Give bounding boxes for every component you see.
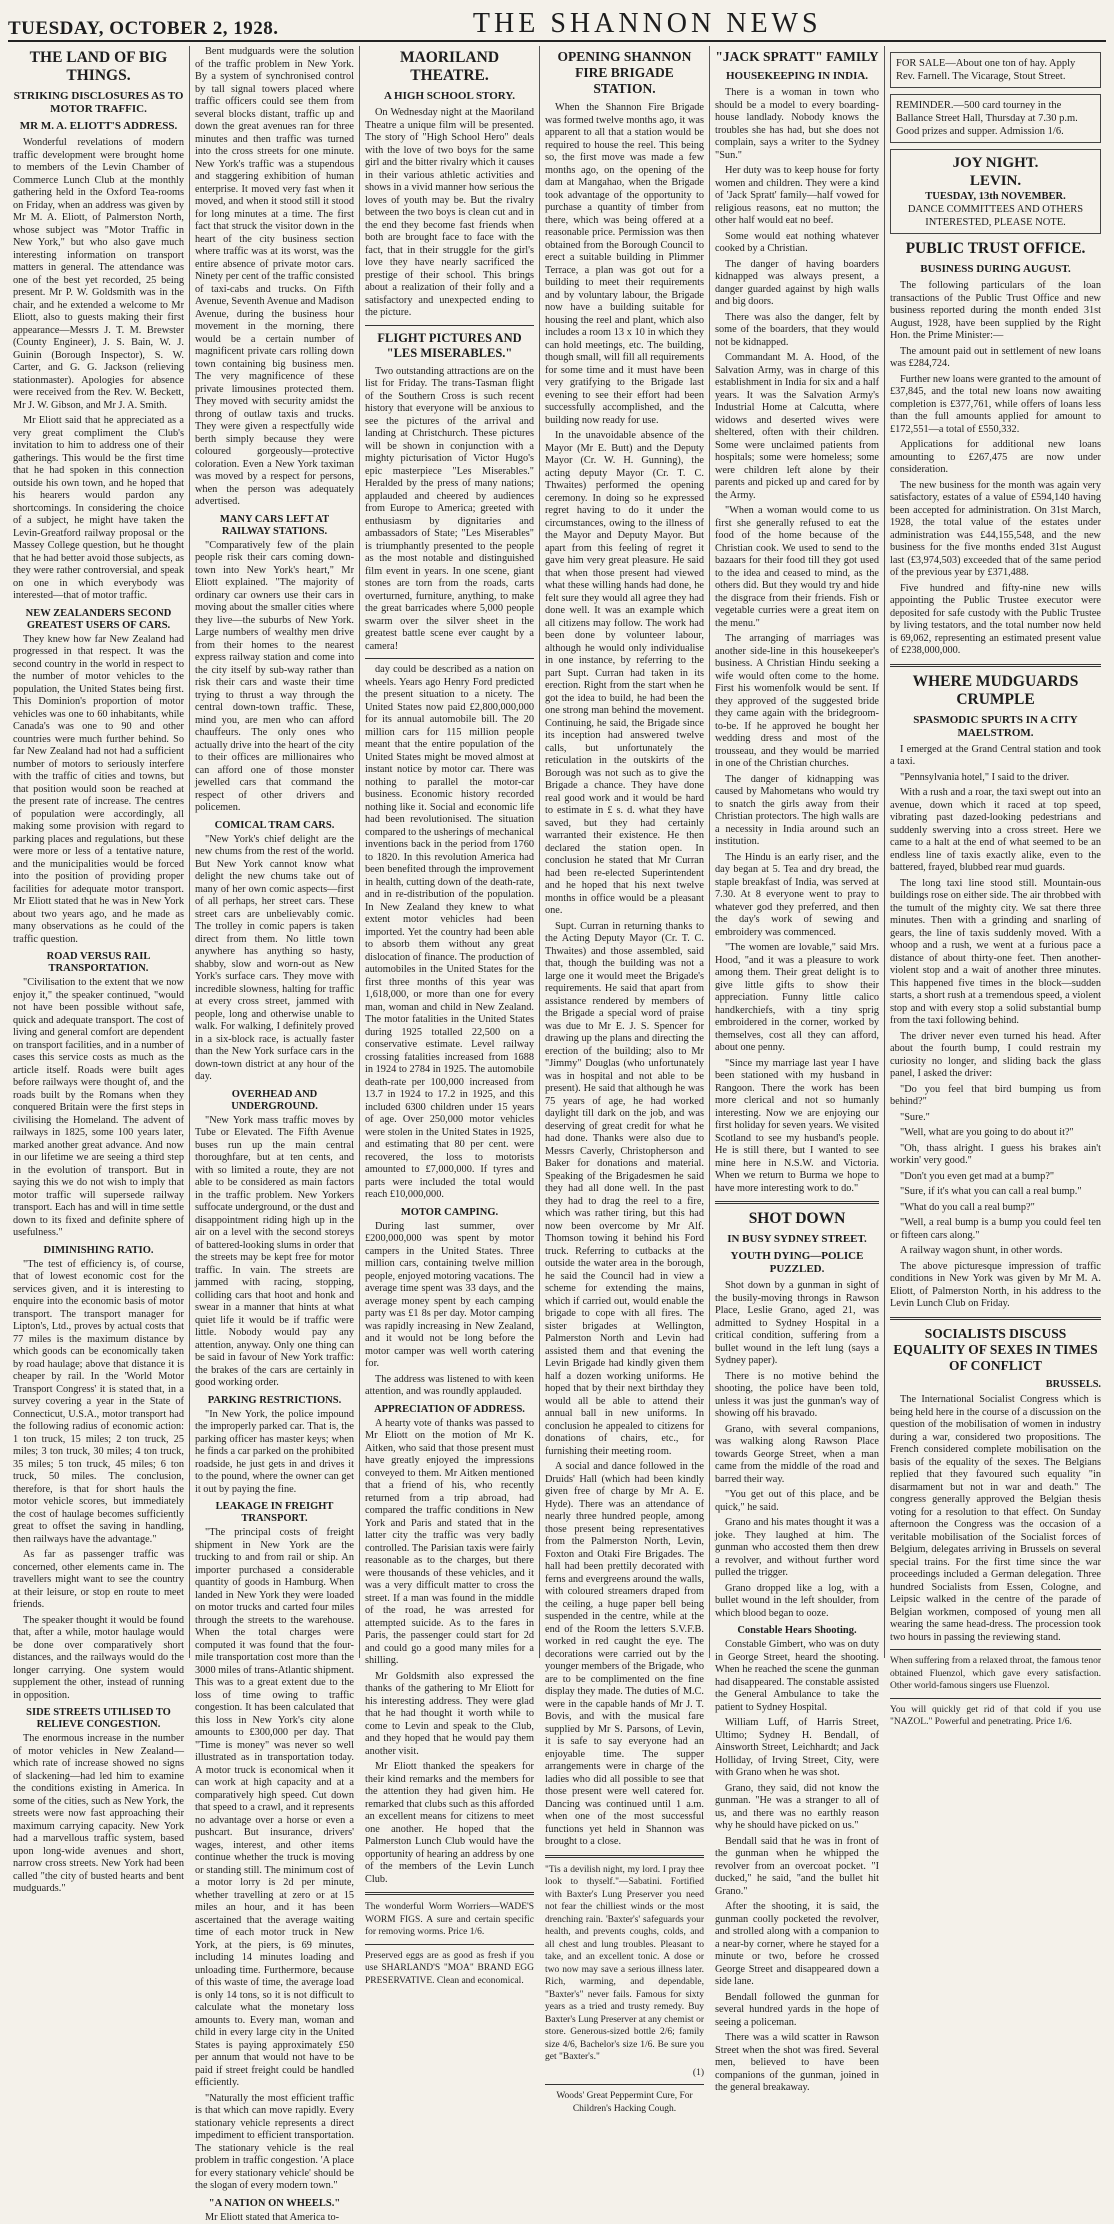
subheading: STRIKING DISCLOSURES AS TO MOTOR TRAFFIC. (13, 90, 184, 116)
headline-land-of-big-things: THE LAND OF BIG THINGS. (13, 49, 184, 85)
notice-title: JOY NIGHT. (896, 154, 1095, 172)
paragraph: During last summer, over £200,000,000 was spent by motor campers in the United States. Three million cars, containing twelve million people, enjoyed motoring vacations. The average time spent was 33 days, and the average money spent by each camping party was £1 8s per day. Motor camping was rapidly increasing in New Zealand, and it would not be long before the motor camper was well worth catering for. (365, 1221, 534, 1371)
divider (890, 664, 1101, 667)
paragraph: "Oh, thass alright. I guess his brakes ain't workin' very good." (890, 1143, 1101, 1168)
paragraph: William Luff, of Harris Street, Ultimo; Sydney H. Bendall, of Ainsworth Street, Leichhardt; and Jack Holliday, of Irving Street, City, were with Grano when he was shot. (715, 1717, 879, 1780)
issue-date: TUESDAY, OCTOBER 2, 1928. (8, 18, 278, 40)
paragraph: As far as passenger traffic was concerned, other elements came in. The travellers might want to see the country at their leisure, or stop en route to meet friends. (13, 1549, 184, 1612)
divider (890, 1317, 1101, 1320)
advertisement-peppermint-cure: Woods' Great Peppermint Cure, For Children's Hacking Cough. (545, 2090, 704, 2115)
dateline: BRUSSELS. (890, 1379, 1101, 1392)
paragraph: Mr Eliott said that he appreciated as a very great compliment the Club's invitation to him to address one of their gatherings. This would be the first time that he had spoken in this connection outside his own town, and he hoped that his hearers would pardon any shortcomings. In considering the choice of a subject, he might have taken the Levin-Greatford railway proposal or the Massey College question, but he thought that he had better avoid those subjects, as they were rather controversial, and speak on one in which everybody was interested—that of motor traffic. (13, 415, 184, 603)
classified-text: REMINDER.—500 card tourney in the Ballance Street Hall, Thursday at 7.30 p.m. Good prizes and supper. Admission 1/6. (896, 99, 1095, 138)
section-heading: MOTOR CAMPING. (365, 1207, 534, 1219)
paragraph: "Comparatively few of the plain people risk their cars coming down-town into New York's heart," Mr Eliott explained. "The majority of ordinary car owners use their cars in moving about the smaller cities where they live—the suburbs of New York. Large numbers of wealthy men drive from their homes to the nearest express railway station and come into the city itself by sub-way rather than risk their cars and waste their time trying to thrust a way through the central down-town traffic. These, mind you, are men who can afford chauffeurs. The only ones who actually drive into the heart of the city to their offices are millionaires who can afford one of those monster jewelled cars that command the respect of other drivers and policemen. (195, 540, 354, 815)
divider (365, 1944, 534, 1945)
paragraph: Mr Goldsmith also expressed the thanks of the gathering to Mr Eliott for his interesting address. They were glad that he had thought it worth while to come to Levin and speak to the Club, and they hoped that he would pay them another visit. (365, 1671, 534, 1759)
divider (545, 1855, 704, 1858)
section-heading: SIDE STREETS UTILISED TO RELIEVE CONGESTION. (13, 1707, 184, 1731)
section-heading: DIMINISHING RATIO. (13, 1245, 184, 1257)
classified-for-sale (890, 52, 1101, 88)
paragraph: There is a woman in town who should be a model to every boarding-house landlady. Nobody knows the troubles she has had, but she does not complain, says a writer to the Sydney "Sun." (715, 87, 879, 162)
divider (365, 1892, 534, 1895)
paragraph: "The test of efficiency is, of course, that of lowest economic cost for the services given, and it is interesting to enquire into the economic basis of motor transport. The transport manager for Lipton's, Ltd., proves by actual costs that 77 miles is the maximum distance by which goods can be economically taken by road haulage; above that distance it is cheaper by rail. In the 'World Motor Transport Congress' it is stated that, in a survey covering a year in the State of Connecticut, U.S.A., motor transport had the following radius of economic action: 1 ton truck, 15 miles; 2 ton truck, 25 miles; 3 ton truck, 30 miles; 4 ton truck, 35 miles; 5 ton truck, 45 miles; 6 ton truck, 50 miles. The conclusion, therefore, is that for short hauls the motor vehicle scores, but immediately the cost of haulage becomes sufficiently great to offset the saving in handling, then railways have the advantage." (13, 1259, 184, 1547)
paragraph: "Sure." (890, 1112, 1101, 1125)
divider (365, 325, 534, 326)
paragraph: Shot down by a gunman in sight of the busily-moving throngs in Rawson Place, Leslie Grano, aged 21, was admitted to Sydney Hospital in a critical condition, suffering from a bullet wound in the left lung (says a Sydney paper). (715, 1280, 879, 1368)
paragraph: The arranging of marriages was another side-line in this housekeeper's business. A Christian Hindu seeking a wife would often come to the home. First his womenfolk would be sent. If they approved of the suggested bride they came again with the bridegroom-to-be. If he approved he bought her wedding dress and most of the trousseau, and they would be married in one of the Christian churches. (715, 633, 879, 771)
headline-maoriland-theatre: MAORILAND THEATRE. (365, 49, 534, 85)
paragraph: The address was listened to with keen attention, and was roundly applauded. (365, 1374, 534, 1399)
paragraph: Grano, with several companions, was walking along Rawson Place towards George Street, when a man came from the middle of the road and barred their way. (715, 1424, 879, 1487)
paragraph: "The principal costs of freight shipment in New York are the trucking to and from rail or ship. An importer purchased a considerable quantity of goods in Hamburg. When landed in New York they were loaded on motor trucks and carted four miles through the streets to the warehouse. When the total charges were computed it was found that the four-mile transportation cost more than the 3000 miles of trans-Atlantic shipment. This was to a great extent due to the loss of time owing to traffic congestion. It has been calculated that this loss in New York's city alone amounts to £300,000 per day. That "Time is money" was never so well illustrated as in transportation today. A motor truck is economical when it can work at high capacity and at a comparatively high speed. Cut down that speed to a crawl, and it represents no advantage over a horse or even a pushcart. But insurance, drivers' wages, interest, and other items continue whether the truck is moving or standing still. The minimum cost of a motor lorry is 2d per minute, whether travelling at zero or at 15 miles an hour, and it has been ascertained that the average waiting time of each motor truck in New York, at the piers, is 69 minutes, including 14 minutes loading and unloading time. Furthermore, because of this waste of time, the average load is only 14 tons, so it is not difficult to calculate what the monetary loss amounts to. Every man, woman and child in every large city in the United States is paying approximately £50 per annum that would not have to be paid if street freight could be handled efficiently. (195, 1527, 354, 2090)
paragraph: day could be described as a nation on wheels. Years ago Henry Ford predicted the present situation to a nicety. The United States now paid £2,800,000,000 for its annual automobile bill. The 20 million cars for 115 million people meant that the entire population of the United States might be moved almost at instant notice by motor car. There was nothing to parallel the motor-car business. Economic history recorded nothing like it. Social and economic life had been revolutionised. The situation compared to the usherings of mechanical inventions back in the period from 1760 to 1820. In this revolution America had been benefited through the improvement in health, cutting down of the death-rate, and in re-distribution of the population. In New Zealand they knew to what extent motor vehicles had been imported. Yet the country had been able to absorb them without any great dislocation of finance. The production of automobiles in the United States for the first three months of this year was 1,618,000, or more than one for every man, woman and child in New Zealand. The motor fatalities in the United States during 1925 totalled 22,500 on a conservative estimate. Level railway crossing fatalities increased from 1688 in 1924 to 2784 in 1925. The automobile death-rate per 100,000 increased from 13.7 in 1924 to 17.2 in 1925, and this included 6300 children under 15 years of age. Over 250,000 motor vehicles were stolen in the United States in 1925, and estimating that 80 per cent. were recovered, the loss to motorists amounted to £7,000,000. If tyres and parts were included the total would reach £10,000,000. (365, 664, 534, 1202)
paragraph: "Don't you even get mad at a bump?" (890, 1171, 1101, 1184)
paragraph: "Well, what are you going to do about it?" (890, 1127, 1101, 1140)
section-heading: OVERHEAD AND UNDERGROUND. (195, 1089, 354, 1113)
paragraph: The new business for the month was again very satisfactory, estates of a value of £594,140 having been accepted for administration. On 31st March, 1928, the total value of the estates under administration was £44,155,548, and the new business for the five months ended 31st August last (£3,974,503) exceeded that of the same period of the previous year by £371,488. (890, 480, 1101, 580)
paragraph: Grano, they said, did not know the gunman. "He was a stranger to all of us, and there was no earthly reason why he should have picked on us." (715, 1783, 879, 1833)
paragraph: "New York mass traffic moves by Tube or Elevated. The Fifth Avenue buses run up the main central thoroughfare, but at ten cents, and with so limited a route, they are not able to be considered as main factors in the traffic problem. New Yorkers suffocate underground, or the dust and disappointment riding high up in the air on a level with the second storeys of battered-looking slums in order that the streets may be kept free for motor traffic. In vain. The streets are jammed with racing, stopping, colliding cars that hoot and honk and swear in a manner that hints at what quiet life it would be if traffic were little. Nobody would pay any attention, anyway. Only one thing can be said in favour of New York traffic: the brakes of the cars are certainly in good working order. (195, 1115, 354, 1390)
paragraph: I emerged at the Grand Central station and took a taxi. (890, 744, 1101, 769)
notice-body: DANCE COMMITTEES AND OTHERS INTERESTED, PLEASE NOTE. (896, 203, 1095, 229)
subheading: SPASMODIC SPURTS IN A CITY MAELSTROM. (890, 714, 1101, 740)
column-2 (190, 46, 360, 1658)
paragraph: "Naturally the most efficient traffic is that which can move rapidly. Every stationary vehicle represents a direct impediment to efficient transportation. The stationary vehicle is the real problem in traffic congestion. 'A place for every stationary vehicle' should be the slogan of every modern town." (195, 2093, 354, 2193)
section-heading: Constable Hears Shooting. (715, 1625, 879, 1637)
headline-fire-brigade-station: OPENING SHANNON FIRE BRIGADE STATION. (545, 49, 704, 97)
paragraph: The amount paid out in settlement of new loans was £284,724. (890, 346, 1101, 371)
paragraph: Five hundred and fifty-nine new wills appointing the Public Trustee executor were deposited for safe custody with the Public Trustee by living testators, and the total number now held is 69,062, representing an estimated present value of £238,000,000. (890, 583, 1101, 658)
paragraph: They knew how far New Zealand had progressed in that respect. It was the second country in the world in respect to the number of motor vehicles to the population, the United States being first. This Dominion's proportion of motor vehicles was one to 60 inhabitants, while Canada's was one to 90 and other countries were much further behind. So far New Zealand had not had a sufficient number of motors to seriously interfere with the traffic of cities and towns, but that position would soon be reached at the present rate of increase. The centres of population were accordingly, all making some provision with regard to parking places and regulations, but these were more or less of a tentative nature, and the municipalities would be forced into the position of providing proper facilities for adequate motor transport. Mr Eliott stated that he was in New York about two years ago, and he made as many observations as he could of the traffic question. (13, 634, 184, 947)
paragraph: There was also the danger, felt by some of the boarders, that they would not be kidnapped. (715, 312, 879, 350)
paragraph: "Civilisation to the extent that we now enjoy it," the speaker continued, "would not have been possible without safe, quick and adequate transport. The cost of living and general comfort are dependent on transport facilities, and in a number of cases this service costs as much as the article itself. Roads were built ages before railways were thought of, and the roads built by the Romans when they conquered Britain were the first steps in civilising the Homeland. The advent of railways in 1825, some 100 years later, marked another great advance. And now in our lifetime we are seeing a third step in the evolution of transport. But in saying this we do not wish to imply that motor traffic will supersede railway transport. Each has and will in time settle down to its fixed and definite sphere of usefulness." (13, 977, 184, 1240)
paragraph: In the unavoidable absence of the Mayor (Mr E. Butt) and the Deputy Mayor (Cr. W. H. Gunning), the acting deputy Mayor (Cr. T. C. Thwaites) performed the opening ceremony. In doing so he expressed regret having to do it under the circumstances, owing to the illness of the Mayor and Deputy Mayor. But apart from this feeling of regret it gave him very great pleasure. He said that when those present had viewed what these willing hands had done, he felt sure they would all agree they had done well. It was an example which all citizens may follow. The work had been done by volunteer labour, although he would only individualise in one instance, by referring to the part Supt. Curran had taken in its erection. Right from the start when he got the idea to build, he had been the one strong man behind the movement. Continuing, he said, the Brigade since its inception had answered twelve calls, but unfortunately the reticulation in the outskirts of the Borough was not such as to give the Brigade a chance. They have done real good work and it would be hard to estimate in £ s. d. what they have saved, but they had certainly warranted their existence. He then declared the station open. In conclusion he stated that Mr Curran had been re-elected Superintendent and he hoped that his next twelve months in office would be a pleasant one. (545, 430, 704, 918)
paragraph: The International Socialist Congress which is being held here in the course of a discussion on the question of the mobilisation of women in industry during a war, considered two propositions. The French considered complete mobilisation on the basis of the equality of the sexes. The Belgians replied that they favoured such equality "in disarmament but not in war and death." The congress generally approved the Belgian thesis voting for a resolution to that effect. On Sunday afternoon the Congress was the occasion of a veritable mobilisation of the Socialist forces of Belgium, delegates arriving in Brussels on several special trains. For the first time since the war proceedings included a German delegation. Three hundred Socialists from Essen, Cologne, and Leipsic walked in the centre of the parade of Belgian workmen, composed of young men all wearing the same head-dress. The procession took two hours in passing the reviewing stand. (890, 1394, 1101, 1644)
advertisement-worm-figs: The wonderful Worm Worriers—WADE'S WORM FIGS. A sure and certain specific for removing worms. Price 1/6. (365, 1901, 534, 1939)
paragraph: Two outstanding attractions are on the list for Friday. The trans-Tasman flight of the Southern Cross is such recent history that everyone will be anxious to see the pictures of the arrival and landing at Christchurch. These pictures will be shown in conjunction with a mighty picturisation of Victor Hugo's epic masterpiece "Les Miserables." Heralded by the press of many nations; applauded and cheered by audiences from Europe to America; greeted with enthusiasm by dignitaries and ambassadors of State; "Les Miserables" is triumphantly presented to the people as the most notable and distinguished film event in years. In one scene, giant stones are torn from the roads, carts overturned, furniture, anything, to make the great barricades where 5,000 people swarm over the silver sheet in the greatest battle scene ever caught by a camera! (365, 366, 534, 654)
advertisement-number: (1) (545, 2067, 704, 2080)
column-1 (8, 46, 190, 1658)
headline-jack-spratt: "JACK SPRATT" FAMILY (715, 49, 879, 65)
masthead (8, 6, 1106, 42)
headline-socialists-discuss: SOCIALISTS DISCUSS EQUALITY OF SEXES IN TIMES OF CONFLICT (890, 1326, 1101, 1374)
paragraph: With a rush and a roar, the taxi swept out into an avenue, down which it raced at top speed, vibrating past dazed-looking pedestrians and suddenly swerving into a cross street. Here we came to a halt at the end of what seemed to be an endless line of taxis exactly alike, even to the battered, frayed, blubbed rear mud guards. (890, 787, 1101, 875)
divider (545, 2084, 704, 2085)
subheading: A HIGH SCHOOL STORY. (365, 90, 534, 103)
paragraph: Wonderful revelations of modern traffic development were brought home to members of the Levin Chamber of Commerce Lunch Club at the monthly gathering held in the Oxford Tea-rooms on Friday, when an address was given by Mr M. A. Eliott, of Palmerston North, whose subject was "Motor Traffic in New York," but who also gave much interesting information on transport matters in general. The attendance was one of the best yet recorded, 25 being present. Mr P. W. Goldsmith was in the chair, and he extended a welcome to Mr Eliott, also to guests making their first appearance—Messrs J. T. M. Brewster (County Engineer), J. S. Bain, W. J. Guinin (Borough Inspector), S. W. Carter, and G. G. Jackson (relieving stationmaster). Apologies for absence were received from the Rev. W. Beckett, Mr J. W. Gibson, and Mr J. A. Smith. (13, 137, 184, 412)
paragraph: Her duty was to keep house for forty women and children. They were a kind of 'Jack Spratt' family—half vowed for religious reasons, eat no mutton; the other half would eat no beef. (715, 165, 879, 228)
notice-place: LEVIN. (896, 172, 1095, 190)
notice-date: TUESDAY, 13th NOVEMBER. (896, 190, 1095, 203)
subheading: HOUSEKEEPING IN INDIA. (715, 70, 879, 83)
section-heading: COMICAL TRAM CARS. (195, 820, 354, 832)
paragraph: Mr Eliott thanked the speakers for their kind remarks and the members for the attention they had given him. He remarked that clubs such as this afforded an excellent means for citizens to meet one another. He hoped that the Palmerston Lunch Club would have the opportunity of hearing an address by one of the members of the Levin Lunch Club. (365, 1761, 534, 1886)
column-6 (885, 46, 1106, 1658)
paragraph: Bendall said that he was in front of the gunman when he whipped the revolver from an overcoat pocket. "I ducked," he said, "and the bullet hit Grano." (715, 1836, 879, 1899)
section-heading: "A NATION ON WHEELS." (195, 2198, 354, 2210)
paragraph: When the Shannon Fire Brigade was formed twelve months ago, it was apparent to all that a station would be required to house the reel. This being so, the first move was made a few months ago, on the opening of the dam at Mangahao, when the Brigade took advantage of the opportunity to purchase a quantity of timber from there, which was being offered at a reasonable price. Permission was then obtained from the Borough Council to erect a suitable building in Plimmer Terrace, a plan was got out for a building to meet their requirements and by voluntary labour, the Brigade now have a building suitable for housing the reel and plant, which also includes a room 13 x 10 in which they can hold meetings, etc. The building, though small, will fill all requirements for some time and it must have been very gratifying to the Brigade last evening to see their effort had been successfully accomplished, and the building now ready for use. (545, 102, 704, 427)
paragraph: "When a woman would come to us first she generally refused to eat the food of the home because of the Christian cook. We used to send to the bazaars for their food till they got used to the idea and ceased to mind, as the others did. But they would try and hide the disgrace from their friends. Fish or vegetable curries were a great item on the menu." (715, 505, 879, 630)
section-heading: MANY CARS LEFT AT RAILWAY STATIONS. (195, 514, 354, 538)
paragraph: "Do you feel that bird bumping us from behind?" (890, 1084, 1101, 1109)
column-3 (360, 46, 540, 1658)
column-5 (710, 46, 885, 1658)
paragraph: The long taxi line stood still. Mountain-ous buildings rose on either side. The air throbbed with the tumult of the mighty city. We sat there three minutes. Then with a grinding and snarling of gears, the line of taxis suddenly moved. With a whoop and a rush, we went at a furious pace a distance of about thirty-one feet. Then another-violent stop and a wait of another three minutes. This happened five times in the block—sudden starts, a short rush at a tremendous speed, a violent stop and with every stop a solid substantial bump from the taxi following behind. (890, 878, 1101, 1028)
advertisement-baxters: "Tis a devilish night, my lord. I pray thee look to thyself."—Sabatini. Fortified with Baxter's Lung Preserver you need not fear the chilliest winds or the most drenching rain. 'Baxter's' safeguards your health, and prevents coughs, colds, and all chest and lung troubles. Pleasant to take, and an excellent tonic. A dose or two now may save a serious illness later. Rich, warming, and dependable, "Baxter's" never fails. Famous for sixty years as a tried and trusty remedy. Buy Baxter's Lung Preserver at any chemist or store. Generous-sized bottle 2/6; family size 4/6, Bachelor's size 1/6. Be sure you get "Baxter's." (545, 1864, 704, 2064)
headline-public-trust-office: PUBLIC TRUST OFFICE. (890, 240, 1101, 258)
paragraph: Grano and his mates thought it was a joke. They laughed at him. The gunman who accosted them then drew a revolver, and without further word pulled the trigger. (715, 1517, 879, 1580)
paragraph: The danger of having boarders kidnapped was always present, a danger guarded against by high walls and big doors. (715, 259, 879, 309)
paragraph: There was a wild scatter in Rawson Street when the shot was fired. Several men, believed to have been companions of the gunman, joined in the general breakaway. (715, 2032, 879, 2095)
section-heading: LEAKAGE IN FREIGHT TRANSPORT. (195, 1501, 354, 1525)
divider (890, 1698, 1101, 1699)
paragraph: A hearty vote of thanks was passed to Mr Eliott on the motion of Mr K. Aitken, who said that those present must have greatly enjoyed the impressions conveyed to them. Mr Aitken mentioned that a friend of his, who recently returned from a trip abroad, had compared the traffic conditions in New York and Paris and stated that in the latter city the traffic was very badly controlled. The Parisian taxis were fairly reasonable as to the charges, but there were thousands of these vehicles, and it was a very difficult matter to cross the street. If a man was found in the middle of the road, he was arrested for attempted suicide. As to the fares in Paris, the passenger could start for 2d and could go a good many miles for a shilling. (365, 1418, 534, 1668)
newspaper-title: THE SHANNON NEWS (473, 8, 822, 40)
paragraph: "In New York, the police impound the improperly parked car. That is, the parking officer has master keys; when he finds a car parked on the prohibited roadside, he just gets in and drives it to the pound, where the owner can get it out by paying the fine. (195, 1409, 354, 1497)
subheading: BUSINESS DURING AUGUST. (890, 263, 1101, 276)
classified-reminder (890, 94, 1101, 143)
paragraph: Some would eat nothing whatever cooked by a Christian. (715, 231, 879, 256)
notice-joy-night (890, 149, 1101, 234)
paragraph: "New York's chief delight are the new chums from the rest of the world. But New York cannot know what delight the new chums take out of many of her own comic aspects—first of all perhaps, her street cars. These street cars are unbelievably comic. The trolley in comic papers is taken direct from them. No little town anywhere has anything so hasty, shabby, slow and worn-out as New York's surface cars. They move with incredible slowness, halting for traffic at every cross street, jammed with people, long and otherwise unable to walk. For walking, I definitely proved in a six-block race, is actually faster than the New York surface cars in the down-town district at any hour of the day. (195, 834, 354, 1084)
subheading: MR M. A. ELIOTT'S ADDRESS. (13, 120, 184, 133)
column-4 (540, 46, 710, 1658)
subheading: YOUTH DYING—POLICE PUZZLED. (715, 1250, 879, 1276)
advertisement-fluenzol: When suffering from a relaxed throat, the famous tenor obtained Fluenzol, which gave every satisfaction. Other world-famous singers use Fluenzol. (890, 1655, 1101, 1693)
paragraph: Further new loans were granted to the amount of £37,845, and the total new loans now awaiting completion is £377,761, while offers of loans less than the full amounts applied for amount to £172,551—a total of £550,332. (890, 374, 1101, 437)
advertisement-egg-preservative: Preserved eggs are as good as fresh if you use SHARLAND'S "MOA" BRAND EGG PRESERVATIVE. Clean and economical. (365, 1950, 534, 1988)
advertisement-nazol: You will quickly get rid of that cold if you use "NAZOL." Powerful and penetrating. Price 1/6. (890, 1704, 1101, 1729)
section-heading: ROAD VERSUS RAIL TRANSPORTATION. (13, 951, 184, 975)
paragraph: "Well, a real bump is a bump you could feel ten or fifteen cars along." (890, 1217, 1101, 1242)
section-heading: NEW ZEALANDERS SECOND GREATEST USERS OF CARS. (13, 608, 184, 632)
divider (890, 1649, 1101, 1650)
subheading: IN BUSY SYDNEY STREET. (715, 1233, 879, 1246)
section-heading: APPRECIATION OF ADDRESS. (365, 1404, 534, 1416)
paragraph: Applications for additional new loans amounting to £267,475 are now under consideration. (890, 439, 1101, 477)
paragraph: Constable Gimbert, who was on duty in George Street, heard the shooting. When he reached the scene the gunman had disappeared. The constable assisted the General Ambulance to take the patient to Sydney Hospital. (715, 1639, 879, 1714)
headline-where-mudguards-crumple: WHERE MUDGUARDS CRUMPLE (890, 673, 1101, 709)
headline-flight-pictures: FLIGHT PICTURES AND "LES MISERABLES." (365, 331, 534, 361)
paragraph: Mr Eliott stated that America to- (195, 2212, 354, 2224)
paragraph: The speaker thought it would be found that, after a while, motor haulage would be done over comparatively short distances, and the railways would do the longer carrying. One system would supplement the other, instead of running in opposition. (13, 1615, 184, 1703)
paragraph: Grano dropped like a log, with a bullet wound in the left shoulder, from which blood began to ooze. (715, 1583, 879, 1621)
paragraph: Bent mudguards were the solution of the traffic problem in New York. By a system of synchronised control by tall signal towers placed where traffic officers could see them from several blocks distant, traffic up and down the great avenues ran for three minutes and then traffic was turned into the cross streets for one minute. New York's traffic was a stupendous and staggering exhibition of human enterprise. It moved very fast when it moved, and when it stood still it stood for long minutes at a time. The first fact that struck the visitor down in the heart of the city business section where traffic was at its worst, was the entire absence of private motor cars. Ninety per cent of the traffic consisted of taxi-cabs and trucks. On Fifth Avenue, Seventh Avenue and Madison Avenue, during the business hour movement in the morning, there would be a certain number of magnificent private cars rolling down town containing big business men. The very magnificence of these private limousines protected them. They moved with security amidst the throng of outlaw taxis and trucks. They were given a respectfully wide berth simply because they were coloured gorgeously—protective coloration. Even a New York taximan was moved by a respect for persons, when the person was adequately advertised. (195, 46, 354, 509)
paragraph: "What do you call a real bump?" (890, 1202, 1101, 1215)
paragraph: The driver never even turned his head. After about the fourth bump, I could restrain my curiosity no longer, and sliding back the glass panel, I asked the driver: (890, 1031, 1101, 1081)
paragraph: Commandant M. A. Hood, of the Salvation Army, was in charge of this establishment in India for six and a half years. It was the Salvation Army's Industrial Home at Calcutta, where widows and deserted wives were sheltered, often with their children. Some were unclaimed patients from hospitals; some were homeless; some were children left alone by their parents and picked up and cared for by the Army. (715, 352, 879, 502)
paragraph: "The women are lovable," said Mrs. Hood, "and it was a pleasure to work among them. Their great delight is to give little gifts to show their appreciation. Funny little calico handkerchiefs, with a tiny sprig embroidered in the corner, worked by themselves, cost all they can afford, about one penny. (715, 942, 879, 1055)
paragraph: There is no motive behind the shooting, the police have been told, unless it was just the gunman's way of showing off his bravado. (715, 1371, 879, 1421)
classified-text: FOR SALE—About one ton of hay. Apply Rev. Farnell. The Vicarage, Stout Street. (896, 57, 1095, 83)
paragraph: "You get out of this place, and be quick," he said. (715, 1489, 879, 1514)
headline-shot-down: SHOT DOWN (715, 1210, 879, 1228)
paragraph: The Hindu is an early riser, and the day began at 5. Tea and dry bread, the staple breakfast of India, was served at 7.30. At 8 everyone went to pray to whatever god they preferred, and then the day's work of sewing and embroidery was commenced. (715, 852, 879, 940)
paragraph: "Since my marriage last year I have been stationed with my husband in Rangoon. There the work has been more clerical and not so humanly interesting. Now we are enjoying our first holiday for seven years. We visited Scotland to see my husband's people. He is still there, but I wanted to see mine here in N.S.W. and Victoria. When we return to Burma we hope to have more interesting work to do." (715, 1058, 879, 1196)
paragraph: The enormous increase in the number of motor vehicles in New Zealand—which rate of increase showed no signs of slackening—had led him to examine the conditions existing in America. In some of the cities, such as New York, the streets were now fast approaching their maximum carrying capacity. New York had a marvellous traffic system, based upon long-wide avenues and short, narrow cross streets. New York had been called "the city of busted hearts and bent mudguards." (13, 1733, 184, 1896)
divider (365, 658, 534, 659)
paragraph: A railway wagon shunt, in other words. (890, 1245, 1101, 1258)
columns (8, 46, 1106, 1658)
divider (715, 1201, 879, 1204)
paragraph: The above picturesque impression of traffic conditions in New York was given by Mr M. A. Eliott, of Palmerston North, in his address to the Levin Lunch Club on Friday. (890, 1261, 1101, 1311)
paragraph: The following particulars of the loan transactions of the Public Trust Office and new business reported during the month ended 31st August, 1928, have been supplied by the Right Hon. the Prime Minister:— (890, 280, 1101, 343)
paragraph: On Wednesday night at the Maoriland Theatre a unique film will be presented. The story of "High School Hero" deals with the love of two boys for the same girl and the bitter rivalry which it causes in their various athletic activities and shows in a vivid manner how serious the loves of youth may be. But the rivalry between the two boys is clean cut and in the end they become fast friends when both are brought face to face with the fact, that in their struggle for the girl's love they have nearly sacrificed the prestige of their school. This brings about a realization of their folly and a satisfactory and unexpected ending to the picture. (365, 107, 534, 320)
paragraph: Bendall followed the gunman for several hundred yards in the hope of seeing a policeman. (715, 1992, 879, 2030)
paragraph: A social and dance followed in the Druids' Hall (which had been kindly given free of charge by Mr A. E. Hyde). There was an attendance of nearly three hundred people, among those present being representatives from the Palmerston North, Levin, Foxton and Otaki Fire Brigades. The hall had been prettily decorated with ferns and evergreens around the walls, with coloured streamers draped from the ceiling, a huge paper bell being suspended in the centre, while at the end of the Room the letters S.V.F.B. worked in red caught the eye. The decorations were carried out by the younger members of the Brigade, who are to be complimented on the fine display they made. The duties of M.C. were in the capable hands of Mr J. T. Bovis, and with the musical fare supplied by Mr S. Parsons, of Levin, it is safe to say everyone had an enjoyable time. The supper arrangements were in charge of the ladies who did all possible to see that those present were well catered for. Dancing was continued until 1 a.m. when one of the most successful functions yet held in Shannon was brought to a close. (545, 1461, 704, 1849)
paragraph: Supt. Curran in returning thanks to the Acting Deputy Mayor (Cr. T. C. Thwaites) and those assembled, said that, though the building was not a large one it would meet the Brigade's requirements. He said that apart from assistance rendered by members of the Brigade a special word of praise was due to Mr E. J. S. Spencer for drawing up the plans and directing the erection of the building; also to Mr "Jimmy" Douglas (who unfortunately was in hospital and not able to be present). He said that although he was 75 years of age, he had worked daylight till dark on the job, and was deserving of great credit for what he had done. Thanks were also due to Messrs Caverly, Christopherson and Baker for donations and material. Speaking of the Brigadesmen he said they had all done well. In the past they had to drag the reel to a fire, which was rather tiring, but this had now been overcome by Mr Alf. Thomson towing it behind his Ford truck. Referring to cutbacks at the outside the water area in the borough, he said the Council had in view a scheme for extending the mains, which if carried out, would enable the brigade to cope with all fires. The sister brigades at Wellington, Palmerston North and Levin had assisted them and that evening the Levin Brigade had kindly given them half a dozen working uniforms. He hoped that by their next birthday they would all be able to attend their annual ball in new uniforms. In conclusion he appealed to citizens for donations of chairs, etc., for furnishing their meeting room. (545, 921, 704, 1459)
paragraph: After the shooting, it is said, the gunman coolly pocketed the revolver, and strolled along with a companion to a near-by corner, where he stayed for a minute or two, before he crossed George Street and disappeared down a side lane. (715, 1901, 879, 1989)
section-heading: PARKING RESTRICTIONS. (195, 1395, 354, 1407)
paragraph: "Sure, if it's what you can call a real bump." (890, 1186, 1101, 1199)
paragraph: The danger of kidnapping was caused by Mahometans who would try to snatch the girls away from their Christian protectors. The high walls are a necessity in India around such an institution. (715, 774, 879, 849)
paragraph: "Pennsylvania hotel," I said to the driver. (890, 772, 1101, 785)
